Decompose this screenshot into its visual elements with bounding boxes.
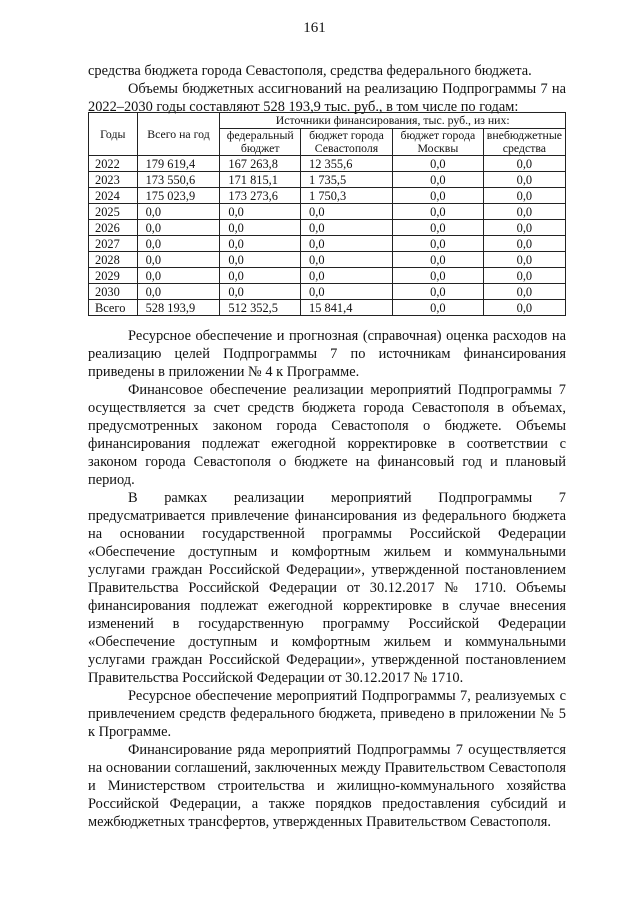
header-years: Годы — [89, 113, 138, 156]
value-cell: 0,0 — [392, 220, 483, 236]
year-cell: 2030 — [89, 284, 138, 300]
value-cell: 12 355,6 — [301, 156, 393, 172]
value-cell: 0,0 — [483, 188, 565, 204]
table-row — [89, 284, 566, 300]
value-cell: 0,0 — [137, 236, 220, 252]
value-cell: 0,0 — [392, 204, 483, 220]
value-cell: 0,0 — [392, 268, 483, 284]
paragraph-1: Ресурсное обеспечение и прогнозная (справочная) оценка расходов на реализацию целей Подпрограммы 7 по источникам финансирования приведены в приложении № 4 к Программе. — [88, 328, 566, 380]
header-moscow: бюджет города Москвы — [392, 129, 483, 156]
table-body — [89, 156, 566, 316]
value-cell: 0,0 — [137, 268, 220, 284]
value-cell: 0,0 — [483, 252, 565, 268]
table-row — [89, 252, 566, 268]
intro-line-1: средства бюджета города Севастополя, средства федерального бюджета. — [88, 63, 532, 79]
intro-text — [88, 62, 566, 116]
value-cell: 0,0 — [392, 236, 483, 252]
year-cell: 2025 — [89, 204, 138, 220]
value-cell: 0,0 — [301, 268, 393, 284]
financing-table — [88, 112, 566, 316]
table-row — [89, 236, 566, 252]
value-cell: 1 735,5 — [301, 172, 393, 188]
value-cell: 0,0 — [483, 220, 565, 236]
value-cell: 0,0 — [392, 284, 483, 300]
value-cell: 0,0 — [220, 284, 301, 300]
year-cell: Всего — [89, 300, 138, 316]
header-total: Всего на год — [137, 113, 220, 156]
value-cell: 0,0 — [301, 236, 393, 252]
value-cell: 15 841,4 — [301, 300, 393, 316]
year-cell: 2022 — [89, 156, 138, 172]
value-cell: 0,0 — [392, 252, 483, 268]
value-cell: 179 619,4 — [137, 156, 220, 172]
value-cell: 0,0 — [392, 300, 483, 316]
table-row — [89, 220, 566, 236]
year-cell: 2027 — [89, 236, 138, 252]
intro-line-2: Объемы бюджетных ассигнований на реализацию Подпрограммы 7 на 2022–2030 годы составляют 528 193,9 тыс. руб., в том числе по годам: — [88, 81, 566, 115]
table-row — [89, 204, 566, 220]
body-text — [88, 327, 566, 831]
value-cell: 0,0 — [483, 268, 565, 284]
value-cell: 175 023,9 — [137, 188, 220, 204]
year-cell: 2024 — [89, 188, 138, 204]
paragraph-3: В рамках реализации мероприятий Подпрограммы 7 предусматривается привлечение финансирования из федерального бюджета на основании государственной программы Российской Федерации «Обеспечение доступным и комфортным жильем и коммунальными услугами граждан Российской Федерации», утвержденной постановлением Правительства Российской Федерации от 30.12.2017 № 1710. Объемы финансирования подлежат ежегодной корректировке в случае внесения изменений в государственную программу Российской Федерации «Обеспечение доступным и комфортным жильем и коммунальными услугами граждан Российской Федерации», утвержденной постановлением Правительства Российской Федерации от 30.12.2017 № 1710. — [88, 490, 566, 686]
value-cell: 512 352,5 — [220, 300, 301, 316]
value-cell: 171 815,1 — [220, 172, 301, 188]
table-row — [89, 300, 566, 316]
paragraph-2: Финансовое обеспечение реализации мероприятий Подпрограммы 7 осуществляется за счет средств бюджета города Севастополя в объемах, предусмотренных законом города Севастополя о бюджете. Объемы финансирования подлежат ежегодной корректировке в соответствии с законом города Севастополя о бюджете на финансовый год и плановый период. — [88, 382, 566, 488]
value-cell: 0,0 — [137, 204, 220, 220]
year-cell: 2029 — [89, 268, 138, 284]
value-cell: 0,0 — [483, 284, 565, 300]
table-row — [89, 172, 566, 188]
value-cell: 0,0 — [137, 252, 220, 268]
value-cell: 0,0 — [483, 300, 565, 316]
value-cell: 0,0 — [483, 172, 565, 188]
table-row — [89, 268, 566, 284]
value-cell: 0,0 — [220, 204, 301, 220]
value-cell: 0,0 — [483, 236, 565, 252]
page-number: 161 — [303, 20, 326, 36]
value-cell: 0,0 — [301, 220, 393, 236]
header-sevastopol: бюджет города Севастополя — [301, 129, 393, 156]
value-cell: 0,0 — [220, 220, 301, 236]
value-cell: 173 273,6 — [220, 188, 301, 204]
value-cell: 0,0 — [220, 268, 301, 284]
table-row — [89, 156, 566, 172]
value-cell: 0,0 — [220, 252, 301, 268]
value-cell: 0,0 — [301, 252, 393, 268]
value-cell: 0,0 — [301, 204, 393, 220]
value-cell: 0,0 — [483, 156, 565, 172]
header-sources: Источники финансирования, тыс. руб., из них: — [220, 113, 566, 129]
year-cell: 2028 — [89, 252, 138, 268]
value-cell: 173 550,6 — [137, 172, 220, 188]
value-cell: 528 193,9 — [137, 300, 220, 316]
paragraph-5: Финансирование ряда мероприятий Подпрограммы 7 осуществляется на основании соглашений, заключенных между Правительством Севастополя и Министерством строительства и жилищно-коммунального хозяйства Российской Федерации, а также порядков предоставления субсидий и межбюджетных трансфертов, утвержденных Правительством Севастополя. — [88, 742, 566, 830]
value-cell: 0,0 — [392, 188, 483, 204]
value-cell: 0,0 — [137, 220, 220, 236]
value-cell: 167 263,8 — [220, 156, 301, 172]
value-cell: 1 750,3 — [301, 188, 393, 204]
table-row — [89, 188, 566, 204]
value-cell: 0,0 — [392, 156, 483, 172]
year-cell: 2026 — [89, 220, 138, 236]
year-cell: 2023 — [89, 172, 138, 188]
header-offbudget: внебюджетные средства — [483, 129, 565, 156]
value-cell: 0,0 — [301, 284, 393, 300]
value-cell: 0,0 — [483, 204, 565, 220]
paragraph-4: Ресурсное обеспечение мероприятий Подпрограммы 7, реализуемых с привлечением средств федерального бюджета, приведено в приложении № 5 к Программе. — [88, 688, 566, 740]
value-cell: 0,0 — [137, 284, 220, 300]
value-cell: 0,0 — [220, 236, 301, 252]
header-federal: федеральный бюджет — [220, 129, 301, 156]
value-cell: 0,0 — [392, 172, 483, 188]
